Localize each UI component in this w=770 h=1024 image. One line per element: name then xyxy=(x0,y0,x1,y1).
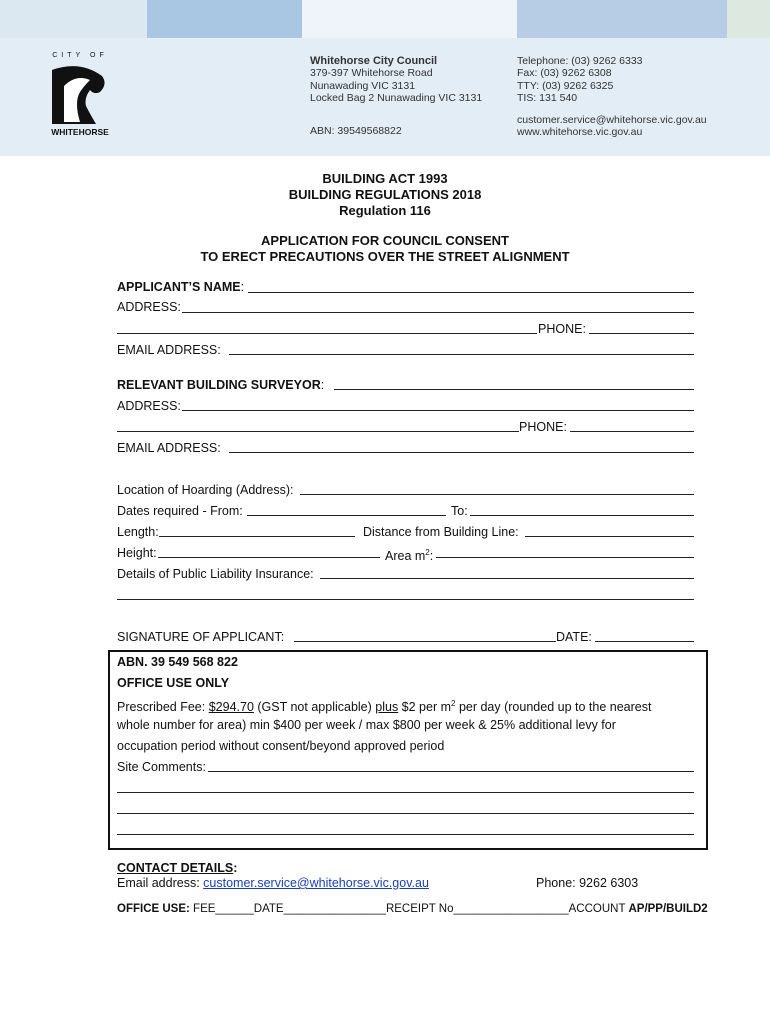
area-label: Area $m^2$: xyxy=(385,548,434,564)
surveyor-email-field[interactable] xyxy=(229,452,694,453)
site-comments-field[interactable] xyxy=(208,771,694,772)
header-color-band xyxy=(0,0,770,38)
contact-line: TIS: 131 540 xyxy=(517,92,578,105)
surveyor-phone-field[interactable] xyxy=(570,431,694,432)
site-comments-field-2[interactable] xyxy=(117,792,694,793)
site-comments-label: Site Comments: xyxy=(117,760,206,774)
office-use-heading: OFFICE USE ONLY xyxy=(117,676,230,690)
contact-email-row: Email address: customer.service@whitehorse.vic.gov.au xyxy=(117,876,429,890)
hoarding-location-field[interactable] xyxy=(300,494,694,495)
surveyor-address-label: ADDRESS: xyxy=(117,399,181,413)
signature-date-field[interactable] xyxy=(595,641,694,642)
title-regulation-number: Regulation 116 xyxy=(339,203,431,218)
length-label: Length: xyxy=(117,525,159,539)
surveyor-phone-label: PHONE: xyxy=(519,420,567,434)
applicant-name-label: APPLICANT’S NAME: xyxy=(117,280,245,294)
surveyor-name-field[interactable] xyxy=(334,389,694,390)
signature-label: SIGNATURE OF APPLICANT: xyxy=(117,630,285,644)
dates-from-label: Dates required - From: xyxy=(117,504,243,518)
insurance-label: Details of Public Liability Insurance: xyxy=(117,567,314,581)
distance-field[interactable] xyxy=(525,536,694,537)
council-contact-block xyxy=(517,55,643,105)
signature-date-label: DATE: xyxy=(556,630,592,644)
site-comments-field-4[interactable] xyxy=(117,834,694,835)
council-email[interactable]: customer.service@whitehorse.vic.gov.au xyxy=(517,114,707,126)
application-title-block xyxy=(0,233,770,265)
distance-label: Distance from Building Line: xyxy=(363,525,519,539)
surveyor-email-label: EMAIL ADDRESS: xyxy=(117,441,221,455)
prescribed-fee-text: Prescribed Fee: $294.70 (GST not applicable) plus $2 per $m^2$ per day (rounded up to the nearest xyxy=(117,699,652,715)
logo-bottom-text: WHITEHORSE xyxy=(51,127,109,137)
applicant-phone-field[interactable] xyxy=(589,333,694,334)
knight-icon xyxy=(50,62,110,124)
contact-line: Telephone: (03) 9262 6333 xyxy=(517,55,643,67)
logo-top-text: CITY OF xyxy=(52,52,108,59)
contact-phone: Phone: 9262 6303 xyxy=(536,876,639,890)
applicant-email-label: EMAIL ADDRESS: xyxy=(117,343,221,357)
surveyor-label: RELEVANT BUILDING SURVEYOR: xyxy=(117,378,325,392)
fee-line-3: occupation period without consent/beyond approved period xyxy=(117,739,445,753)
applicant-address-label: ADDRESS: xyxy=(117,300,181,314)
contact-line: Fax: (03) 9262 6308 xyxy=(517,67,612,80)
surveyor-address-field[interactable] xyxy=(182,410,694,411)
contact-email-link[interactable]: customer.service@whitehorse.vic.gov.au xyxy=(203,876,429,890)
length-field[interactable] xyxy=(159,536,355,537)
height-field[interactable] xyxy=(158,557,380,558)
council-abn: ABN: 39549568822 xyxy=(310,125,402,137)
signature-field[interactable] xyxy=(294,641,556,642)
surveyor-address-field-2[interactable] xyxy=(117,431,519,432)
address-line: Locked Bag 2 Nunawading VIC 3131 xyxy=(310,92,483,105)
contact-heading: CONTACT DETAILS: xyxy=(117,861,238,875)
council-web-block xyxy=(517,114,707,139)
dates-from-field[interactable] xyxy=(247,515,446,516)
applicant-address-field-2[interactable] xyxy=(117,333,537,334)
contact-line: TTY: (03) 9262 6325 xyxy=(517,79,614,92)
insurance-field-2[interactable] xyxy=(117,599,694,600)
applicant-phone-label: PHONE: xyxy=(538,322,586,336)
height-label: Height: xyxy=(117,546,157,560)
office-abn: ABN. 39 549 568 822 xyxy=(117,655,238,669)
fee-line-2: whole number for area) min $400 per week / max $800 per week & 25% additional levy for xyxy=(117,718,616,732)
address-line: Nunawading VIC 3131 xyxy=(310,79,416,92)
application-subtitle: TO ERECT PRECAUTIONS OVER THE STREET ALIGNMENT xyxy=(200,249,570,264)
application-title: APPLICATION FOR COUNCIL CONSENT xyxy=(261,233,509,248)
council-website[interactable]: www.whitehorse.vic.gov.au xyxy=(517,126,643,139)
council-address-block xyxy=(310,55,482,105)
area-field[interactable] xyxy=(436,557,694,558)
site-comments-field-3[interactable] xyxy=(117,813,694,814)
title-block xyxy=(0,171,770,219)
applicant-address-field[interactable] xyxy=(182,312,694,313)
hoarding-location-label: Location of Hoarding (Address): xyxy=(117,483,294,497)
address-line: 379-397 Whitehorse Road xyxy=(310,67,433,80)
title-regulations: BUILDING REGULATIONS 2018 xyxy=(288,187,482,202)
council-name: Whitehorse City Council xyxy=(310,55,438,67)
whitehorse-logo xyxy=(50,52,110,142)
applicant-name-field[interactable] xyxy=(248,292,694,293)
footer-office-use: OFFICE USE: FEE______DATE________________RECEIPT No__________________ACCOUNT AP/PP/BUILD2 xyxy=(117,903,708,915)
applicant-email-field[interactable] xyxy=(229,354,694,355)
insurance-field[interactable] xyxy=(320,578,694,579)
dates-to-field[interactable] xyxy=(470,515,694,516)
title-act: BUILDING ACT 1993 xyxy=(322,171,448,186)
dates-to-label: To: xyxy=(451,504,468,518)
